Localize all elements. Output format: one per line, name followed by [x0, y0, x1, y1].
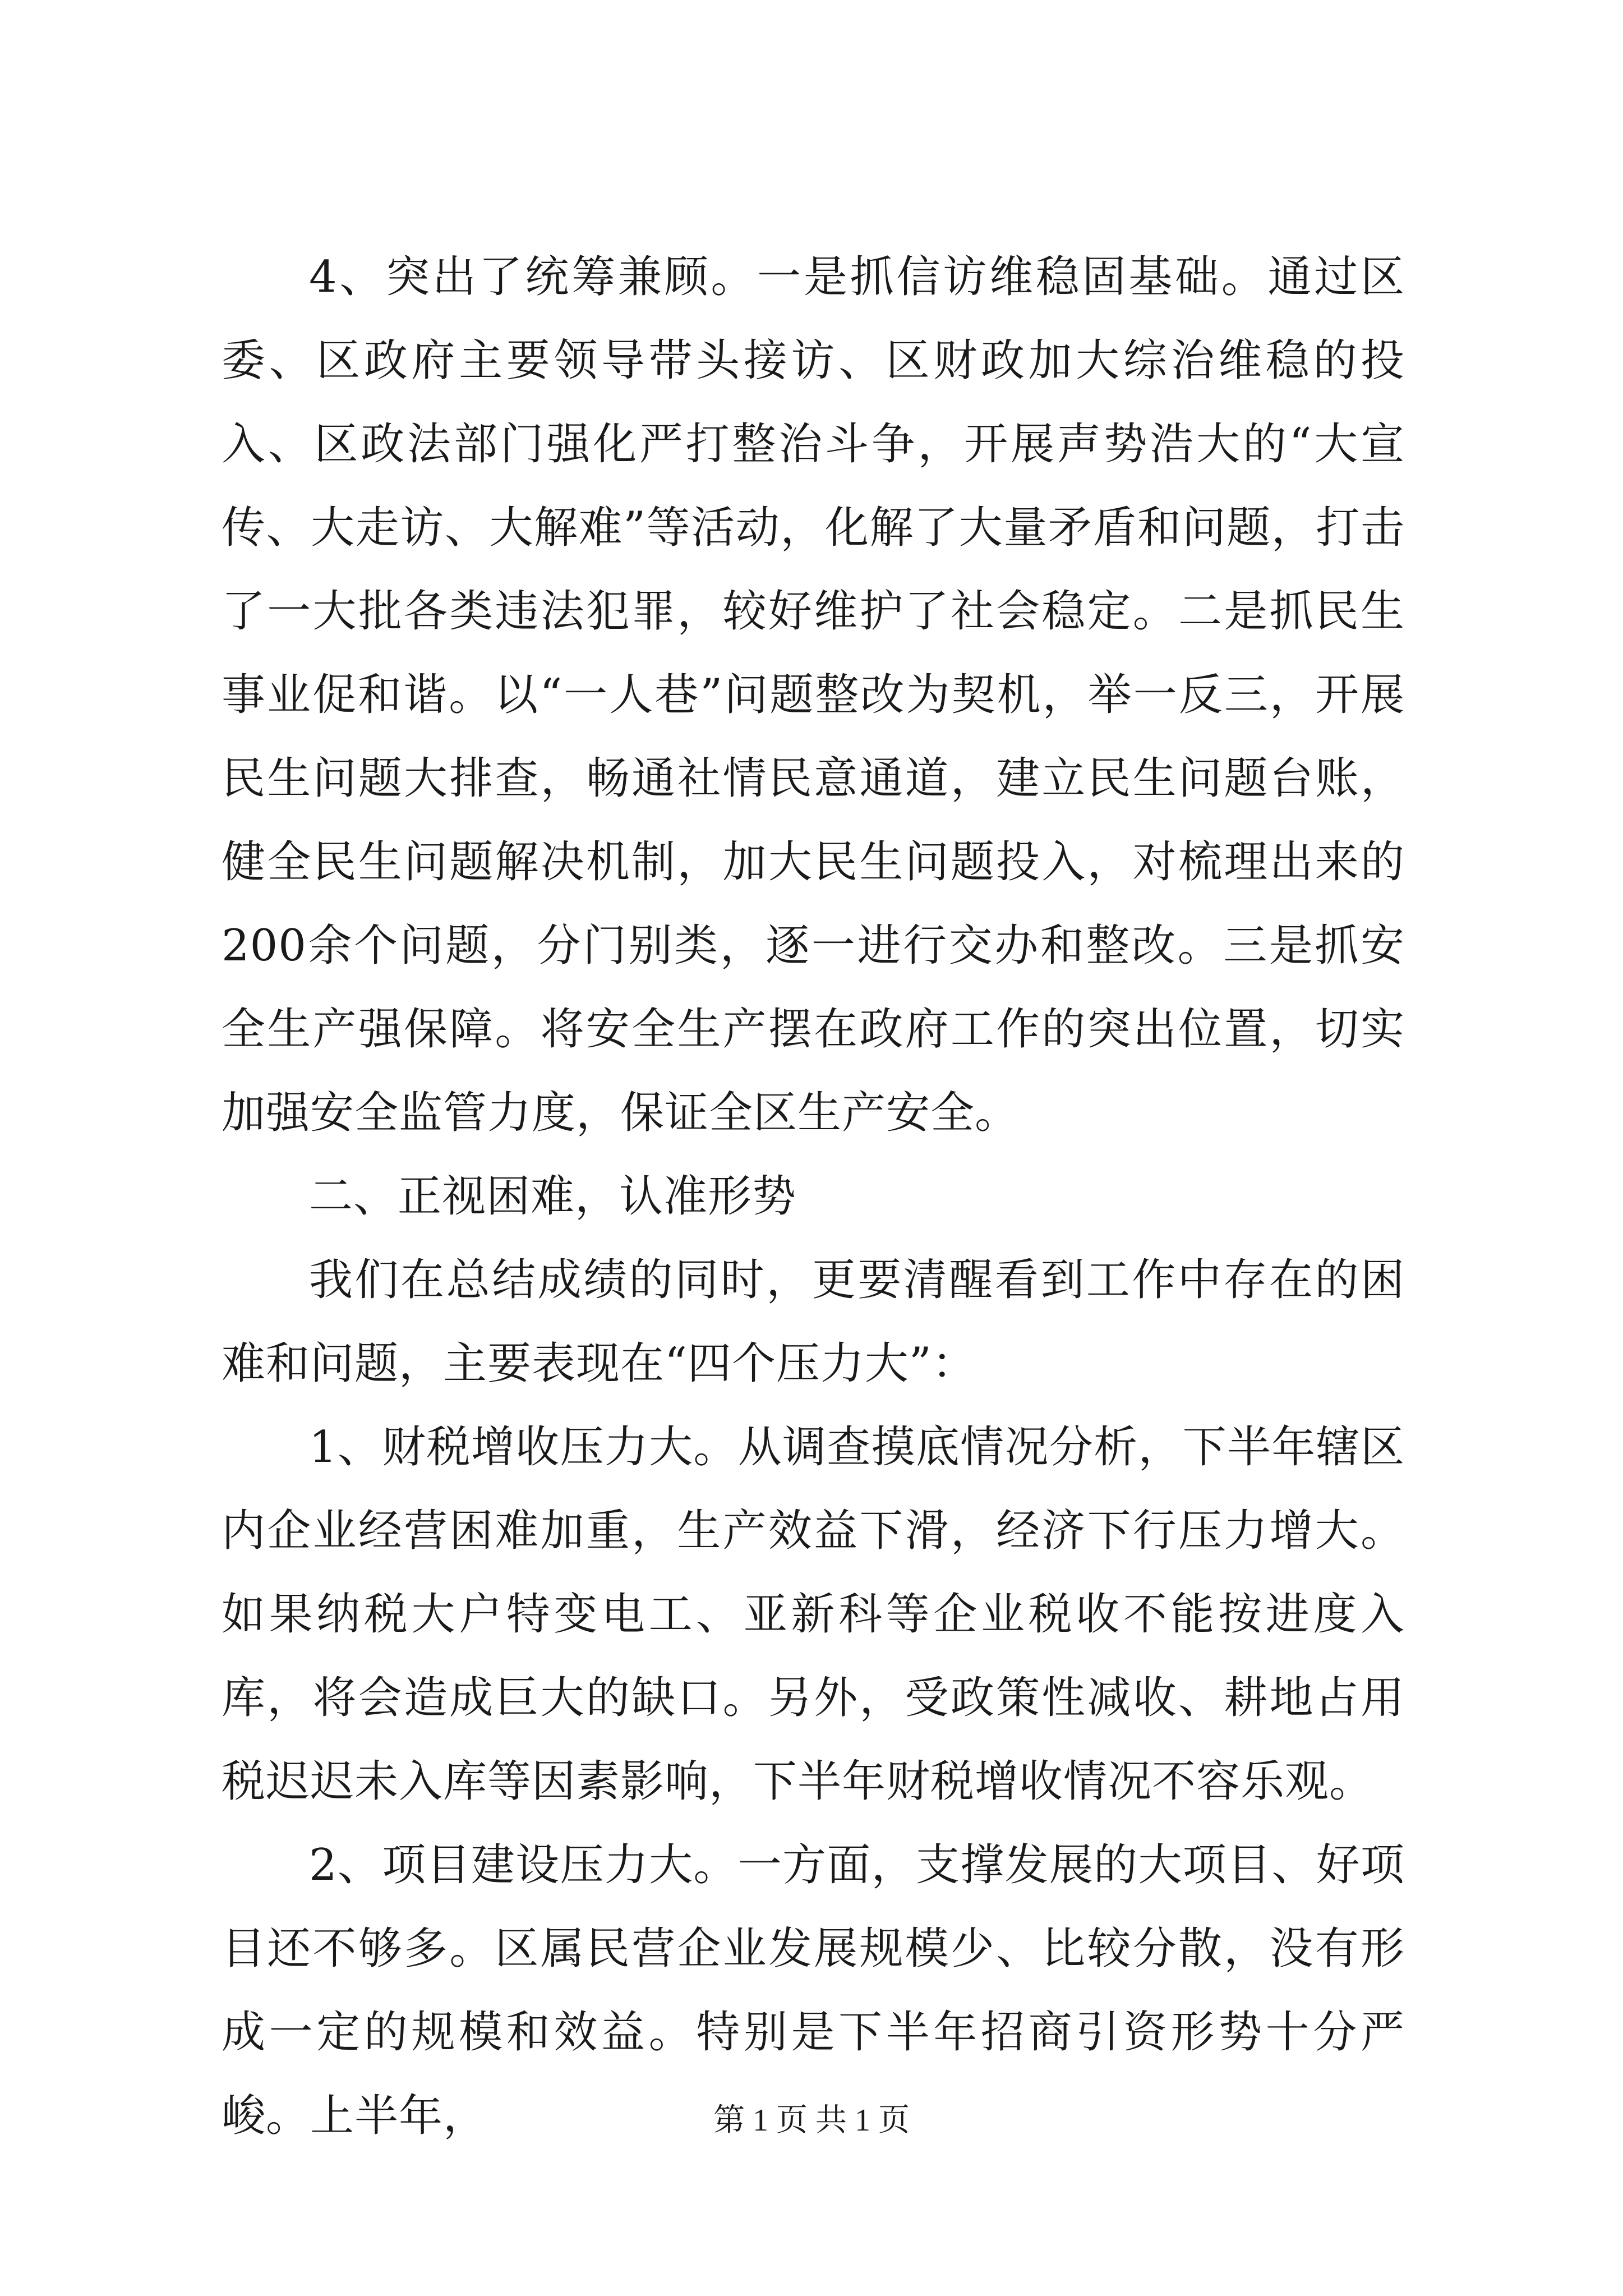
document-body [222, 236, 1405, 2158]
page-footer: 第 1 页 共 1 页 [713, 2103, 910, 2138]
paragraph-coordination: 4、突出了统筹兼顾。一是抓信访维稳固基础。通过区委、区政府主要领导带头接访、区财政加大综治维稳的投入、区政法部门强化严打整治斗争，开展声势浩大的“大宣传、大走访、大解难”等活动，化解了大量矛盾和问题，打击了一大批各类违法犯罪，较好维护了社会稳定。二是抓民生事业促和谐。以“一人巷”问题整改为契机，举一反三，开展民生问题大排查，畅通社情民意通道，建立民生问题台账，健全民生问题解决机制，加大民生问题投入，对梳理出来的200余个问题，分门别类，逐一进行交办和整改。三是抓安全生产强保障。将安全生产摆在政府工作的突出位置，切实加强安全监管力度，保证全区生产安全。 [222, 252, 1405, 1138]
paragraph-fiscal-pressure: 1、财税增收压力大。从调查摸底情况分析，下半年辖区内企业经营困难加重，生产效益下滑，经济下行压力增大。如果纳税大户特变电工、亚新科等企业税收不能按进度入库，将会造成巨大的缺口。另外，受政策性减收、耕地占用税迟迟未入库等因素影响，下半年财税增收情况不容乐观。 [222, 1422, 1405, 1807]
paragraph-project-pressure: 2、项目建设压力大。一方面，支撑发展的大项目、好项目还不够多。区属民营企业发展规模少、比较分散，没有形成一定的规模和效益。特别是下半年招商引资形势十分严峻。上半年， [222, 1840, 1405, 2141]
section-heading-difficulties: 二、正视困难，认准形势 [309, 1171, 797, 1222]
paragraph-intro-pressures: 我们在总结成绩的同时，更要清醒看到工作中存在的困难和问题，主要表现在“四个压力大”： [222, 1255, 1405, 1389]
